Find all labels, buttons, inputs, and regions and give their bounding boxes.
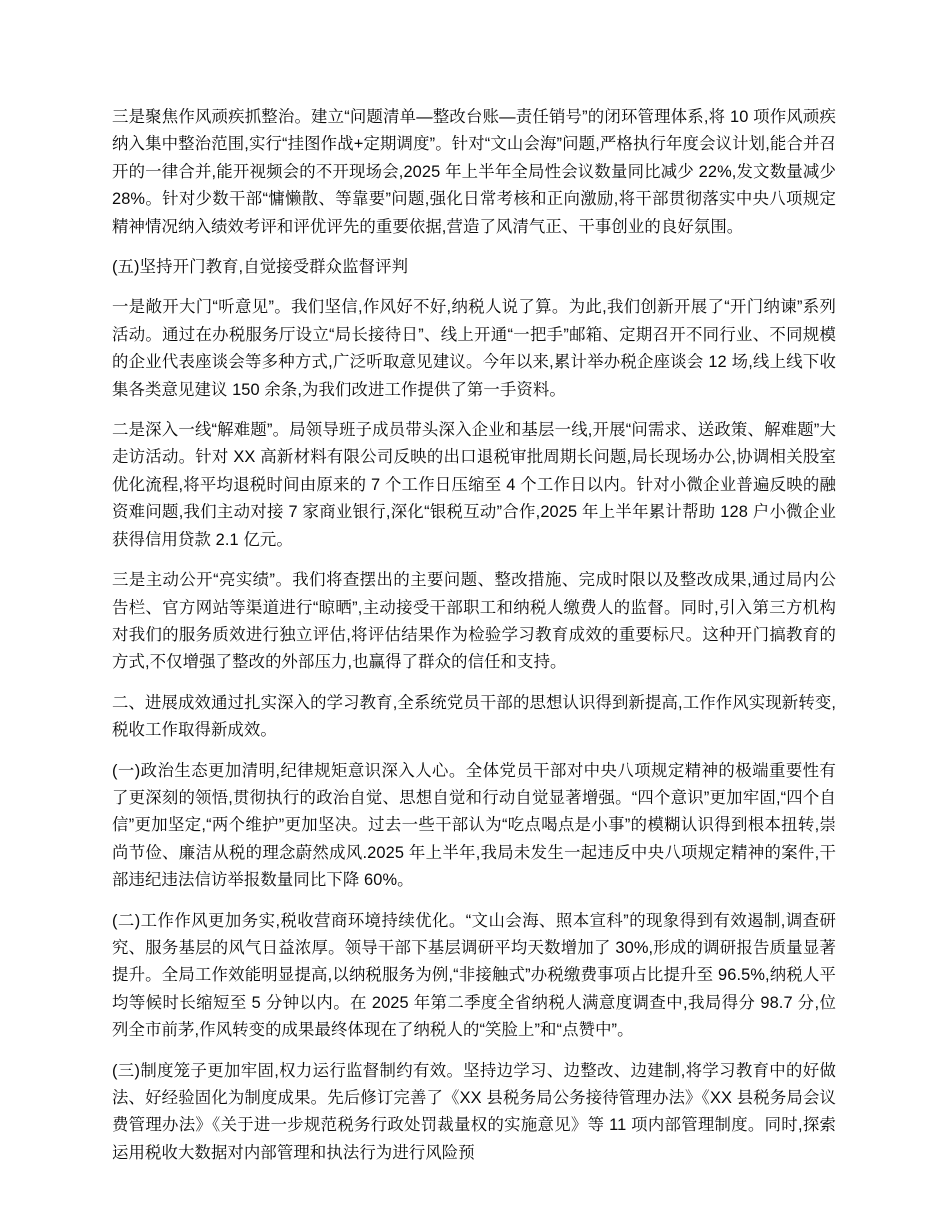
paragraph-publicize-achievements: 三是主动公开“亮实绩”。我们将查摆出的主要问题、整改措施、完成时限以及整改成果,通过局内公告栏、官方网站等渠道进行“晾晒”,主动接受干部职工和纳税人缴费人的监督。同时,引入第三方机构对我们的服务质效进行独立评估,将评估结果作为检验学习教育成效的重要标尺。这种开门搞教育的方式,不仅增强了整改的外部压力,也赢得了群众的信任和支持。 xyxy=(112,571,836,672)
document-body xyxy=(112,104,836,1167)
section-heading-open-door-education: (五)坚持开门教育,自觉接受群众监督评判 xyxy=(112,258,409,277)
paragraph-work-style-rectification: 三是聚焦作风顽疾抓整治。建立“问题清单—整改台账—责任销号”的闭环管理体系,将 10 项作风顽疾纳入集中整治范围,实行“挂图作战+定期调度”。针对“文山会海”问题,严格执行年度会议计划,能合并召开的一律合并,能开视频会的不开现场会,2025 年上半年全局性会议数量同比减少 22%,发文数量减少 28%。针对少数干部“慵懒散、等靠要”问题,强化日常考核和正向激励,将干部贯彻落实中央八项规定精神情况纳入绩效考评和评优评先的重要依据,营造了风清气正、干事创业的良好氛围。 xyxy=(112,108,836,236)
paragraph-political-ecology: (一)政治生态更加清明,纪律规矩意识深入人心。全体党员干部对中央八项规定精神的极端重要性有了更深刻的领悟,贯彻执行的政治自觉、思想自觉和行动自觉显著增强。“四个意识”更加牢固,“四个自信”更加坚定,“两个维护”更加坚决。过去一些干部认为“吃点喝点是小事”的模糊认识得到根本扭转,崇尚节俭、廉洁从税的理念蔚然成风.2025 年上半年,我局未发生一起违反中央八项规定精神的案件,干部违纪违法信访举报数量同比下降 60%。 xyxy=(112,761,836,890)
paragraph-listen-to-opinions: 一是敞开大门“听意见”。我们坚信,作风好不好,纳税人说了算。为此,我们创新开展了“开门纳谏”系列活动。通过在办税服务厅设立“局长接待日”、线上开通“一把手”邮箱、定期召开不同行业、不同规模的企业代表座谈会等多种方式,广泛听取意见建议。今年以来,累计举办税企座谈会 12 场,线上线下收集各类意见建议 150 余条,为我们改进工作提供了第一手资料。 xyxy=(112,298,836,399)
paragraph-solve-problems-frontline: 二是深入一线“解难题”。局领导班子成员带头深入企业和基层一线,开展“问需求、送政策、解难题”大走访活动。针对 XX 高新材料有限公司反映的出口退税审批周期长问题,局长现场办公,协调相关股室优化流程,将平均退税时间由原来的 7 个工作日压缩至 4 个工作日以内。针对小微企业普遍反映的融资难问题,我们主动对接 7 家商业银行,深化“银税互动”合作,2025 年上半年累计帮助 128 户小微企业获得信用贷款 2.1 亿元。 xyxy=(112,421,836,549)
paragraph-work-style-pragmatic: (二)工作作风更加务实,税收营商环境持续优化。“文山会海、照本宣科”的现象得到有效遏制,调查研究、服务基层的风气日益浓厚。领导干部下基层调研平均天数增加了 30%,形成的调研报告质量显著提升。全局工作效能明显提高,以纳税服务为例,“非接触式”办税缴费事项占比提升至 96.5%,纳税人平均等候时长缩短至 5 分钟以内。在 2025 年第二季度全省纳税人满意度调查中,我局得分 98.7 分,位列全市前茅,作风转变的成果最终体现在了纳税人的“笑脸上”和“点赞中”。 xyxy=(112,911,836,1040)
section-heading-progress-results: 二、进展成效通过扎实深入的学习教育,全系统党员干部的思想认识得到新提高,工作作风实现新转变,税收工作取得新成效。 xyxy=(112,693,836,740)
paragraph-institutional-cage: (三)制度笼子更加牢固,权力运行监督制约有效。坚持边学习、边整改、边建制,将学习教育中的好做法、好经验固化为制度成果。先后修订完善了《XX 县税务局公务接待管理办法》《XX 县税务局会议费管理办法》《关于进一步规范税务行政处罚裁量权的实施意见》等 11 项内部管理制度。同时,探索运用税收大数据对内部管理和执法行为进行风险预 xyxy=(112,1061,836,1162)
